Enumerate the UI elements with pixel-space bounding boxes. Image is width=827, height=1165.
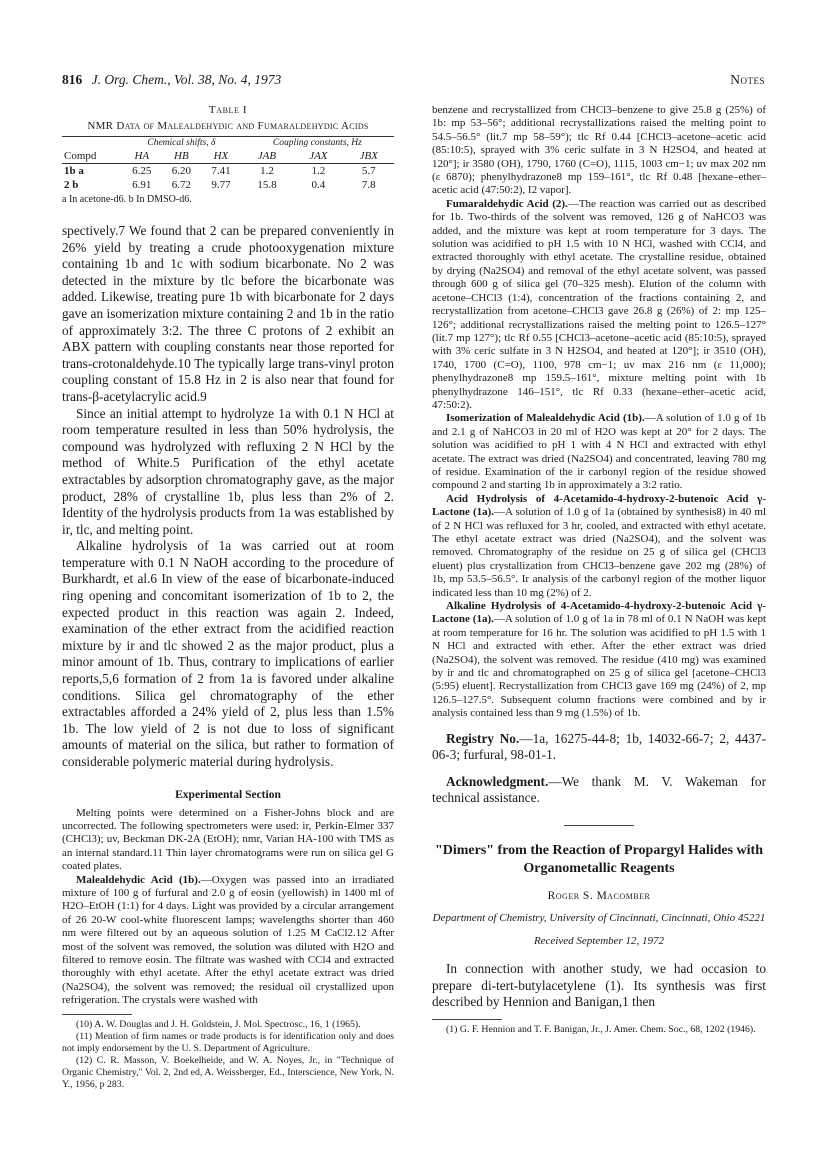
- table-cell: 5.7: [361, 165, 376, 177]
- table-header: JBX: [359, 150, 378, 162]
- section-heading: Experimental Section: [175, 788, 281, 801]
- paragraph-text: —A solution of 1.0 g of 1b and 2.1 g of NaHCO3 in 20 ml of H2O was kept at 20° for 2 days. The solution was acidified to pH 1 with 4 N HCl and extracted with ethyl acetate. The extract was dried (Na2SO4) and concentrated, leaving 780 mg of residue. Examination of the ir carbonyl region of the residue showed compound 2 and starting 1b in approximately a 3:2 ratio.: [432, 412, 766, 492]
- table-cell: 15.8: [257, 179, 277, 191]
- nmr-table: [62, 136, 394, 192]
- article-divider: [564, 825, 634, 826]
- paragraph-text: —A solution of 1.0 g of 1a in 78 ml of 0.1 N NaOH was kept at room temperature for 16 hr. The solution was acidified to pH 1.5 with 1 N HCl and extracted with ether. After the ether extract was dried (Na2SO4), the solvent was removed. The residue (410 mg) was examined by ir and tlc and chromatographed on 25 g of silica gel [acetone–CHCl3 (5:95) eluent]. Recrystallization from CHCl3 gave 169 mg (24%) of 2, mp 126.5–127.5°. Subsequent column fractions were combined and by ir analysis contained less than 9 mg (1.5%) of 1b.: [432, 613, 766, 720]
- body-paragraph: Since an initial attempt to hydrolyze 1a with 0.1 N HCl at room temperature resulted in less than 50% hydrolysis, the compound was hydrolyzed with refluxing 2 N HCl by the method of White.5 Purification of the ethyl acetate extractables by adsorption chromatography gave, as the major product, 28% of crystalline 1b, plus less than 2% of 2. Identity of the hydrolysis products from 1a was established by ir, tlc, and melting point.: [62, 405, 394, 537]
- article-author: Roger S. Macomber: [547, 890, 651, 903]
- paragraph-heading: Fumaraldehydic Acid (2).: [446, 197, 568, 210]
- body-paragraph: In connection with another study, we had occasion to prepare di-tert-butylacetylene (1). Its synthesis was first described by Hennion and Banigan,1 then: [432, 961, 766, 1010]
- experimental-paragraph: benzene and recrystallized from CHCl3–benzene to give 25.8 g (25%) of 1b: mp 53–56°; additional recrystallizations raised the melting point to 54.5–56.5° (lit.7 mp 58–59°); tlc Rf 0.44 [CHCl3–acetone–acetic acid (85:10:5), sprayed with 3% ceric sulfate in 3 N H2SO4, and heated at 120°]; ir 3580 (OH), 1790, 1760 (C=O), 1115, 1003 cm−1; uv max 202 nm (ε 6870); phenylhydrazone8 mp 159–161°, tlc Rf 0.48 [hexane–ether–acetic acid (47:50:2), I2 vapor].: [432, 104, 766, 197]
- article-affiliation: Department of Chemistry, University of Cincinnati, Cincinnati, Ohio 45221: [432, 912, 766, 925]
- paragraph-heading: Malealdehydic Acid (1b).: [76, 873, 201, 886]
- table-cell: 9.77: [211, 179, 231, 191]
- footnote-rule: [62, 1014, 132, 1015]
- table-row: [62, 164, 394, 179]
- footnote: (11) Mention of firm names or trade products is for identification only and does not imply endorsement by the U. S. Department of Agriculture.: [62, 1030, 394, 1054]
- table-header: HB: [174, 150, 189, 162]
- footnote: (10) A. W. Douglas and J. H. Goldstein, J. Mol. Spectrosc., 16, 1 (1965).: [76, 1018, 361, 1030]
- page-header: [62, 72, 765, 92]
- table-cell: 7.8: [361, 179, 376, 191]
- table-cell: 6.20: [171, 165, 191, 177]
- paragraph-text: —A solution of 1.0 g of 1a (obtained by synthesis8) in 40 ml of 2 N HCl was refluxed for 3 hr, cooled, and extracted with ethyl acetate. The ethyl acetate extract was dried (Na2SO4), and the solvent was removed. Chromatography of the residue on 25 g of silica gel (CHCl3 eluent) plus crystallization from CHCl3–benzene gave 202 mg (28%) of 1b, mp 53.5–56.5°. Ir analysis of the carbonyl region of the mother liquor indicated less than 10 mg (2%) of 2.: [432, 506, 766, 599]
- registry-heading: Registry No.: [446, 730, 520, 746]
- experimental-paragraph: [432, 493, 766, 600]
- table-cell: 6.91: [132, 179, 152, 191]
- paragraph-heading: Isomerization of Malealdehydic Acid (1b).: [446, 412, 645, 425]
- experimental-paragraph: [432, 198, 766, 413]
- table-cell: 1.2: [311, 165, 326, 177]
- table-header: JAB: [257, 150, 277, 162]
- table-cell: 2 b: [64, 179, 79, 191]
- table-cell: 0.4: [311, 179, 326, 191]
- table-cell: 6.72: [171, 179, 191, 191]
- registry-numbers: [432, 731, 766, 764]
- article-title: "Dimers" from the Reaction of Propargyl Halides with Organometallic Reagents: [434, 843, 764, 877]
- table-label: Table I: [208, 104, 248, 116]
- table-caption: NMR Data of Malealdehydic and Fumaraldehydic Acids: [87, 120, 369, 132]
- table-header: JAX: [309, 150, 328, 162]
- body-paragraph: spectively.7 We found that 2 can be prepared conveniently in 26% yield by treating a crude photooxygenation mixture containing 1b and 1c with sodium bicarbonate. No 2 was detected in the mixture by tlc before the bicarbonate was added. Likewise, treating pure 1b with bicarbonate for 2 days gave an isomerization mixture containing 2 and 1b in the ratio of approximately 3:2. The three C protons of 2 exhibit an ABX pattern with coupling constants near those reported for trans-crotonaldehyde.10 The typically large trans-vinyl proton coupling constant of 15.8 Hz in 2 is also near that found for trans-β-acetylacrylic acid.9: [62, 223, 394, 404]
- section-label: Notes: [730, 72, 765, 87]
- body-paragraph: Alkaline hydrolysis of 1a was carried out at room temperature with 0.1 N NaOH according to the procedure of Burkhardt, et al.6 In view of the ease of bicarbonate-induced ring opening and concomitant isomerization of 1b to 2, the expected product in this reaction was again 2. Indeed, examination of the ether extract from the acidified reaction mixture by ir and tlc showed 2 as the major product, plus a minor amount of 1b. Thus, contrary to implications of earlier reports,5,6 formation of 2 from 1a is favored under alkaline conditions. Silica gel chromatography of the ether extractables afforded a 24% yield of 2, plus less than 1.5% 1b. The low yield of 2 is not due to loss of significant amounts of material on the silica, but rather to formation of considerable polymeric material during hydrolysis.: [62, 538, 394, 769]
- registry-text: —1a, 16275-44-8; 1b, 14032-66-7; 2, 4437-06-3; furfural, 98-01-1.: [432, 730, 767, 763]
- table-header: HA: [134, 150, 150, 162]
- footnote-rule: [432, 1019, 502, 1020]
- acknowledgment-text: —We thank M. V. Wakeman for technical assistance.: [432, 773, 766, 806]
- table-header: HX: [213, 150, 229, 162]
- experimental-paragraph: [432, 600, 766, 721]
- table-group-shifts: Chemical shifts, δ: [147, 138, 216, 148]
- table-header: Compd: [64, 150, 97, 162]
- acknowledgment-heading: Acknowledgment.: [446, 773, 549, 789]
- experimental-paragraph: Melting points were determined on a Fisher-Johns block and are uncorrected. The following spectrometers were used: ir, Perkin-Elmer 337 (CHCl3); uv, Beckman DK-2A (EtOH); nmr, Varian HA-100 with TMS as an internal standard.11 Thin layer chromatograms were run on silica gel G coated plates.: [62, 806, 394, 873]
- experimental-paragraph: [62, 874, 394, 1008]
- table-cell: 1b a: [64, 165, 84, 177]
- paragraph-heading: Acid Hydrolysis of 4-Acetamido-4-hydroxy-2-butenoic Acid γ-Lactone (1a).: [432, 492, 766, 519]
- footnote: (12) C. R. Masson, V. Boekelheide, and W. A. Noyes, Jr., in "Technique of Organic Chemistry," Vol. 2, 2nd ed, A. Weissberger, Ed., Interscience, New York, N. Y., 1956, p 283.: [62, 1054, 394, 1090]
- article-received-date: Received September 12, 1972: [533, 935, 665, 948]
- journal-citation: J. Org. Chem., Vol. 38, No. 4, 1973: [91, 72, 282, 87]
- table-row: [62, 178, 394, 192]
- acknowledgment: [432, 774, 766, 807]
- experimental-paragraph: [432, 412, 766, 492]
- paragraph-text: —The reaction was carried out as described for 1b. Two-thirds of the solvent was removed, 126 g of NaHCO3 was added, and the mixture was kept at room temperature for 3 days. The solution was acidified to pH 1.5 with 10 N HCl, washed with CCl4, and extracted thoroughly with ethyl acetate. The crystalline residue, obtained by drying (Na2SO4) and removal of the ethyl acetate solvent, was passed through 600 g of silica gel (70–325 mesh). Elution of the column with acetone–CHCl3 (1:4), concentration of the fractions containing 2, and recrystallization from acetone–CHCl3 gave 26.8 g (26%) of 2: mp 125–126°; additional recrystallizations raised the melting point to 126.5–127° (lit.7 mp 127°); tlc Rf 0.55 [CHCl3–acetone–acetic acid (85:10:5), sprayed with 3% ceric sulfate in 3 N H2SO4, and heated at 120°]; ir 3510 (OH), 1740, 1700 (C=O), 1100, 978 cm−1; uv max 216 nm (ε 11,000); phenylhydrazone8 mp 159.5–161°, mixture melting point with 1b phenylhydrazone 146–151°, tlc Rf 0.33 (hexane–ether–acetic acid, 47:50:2).: [432, 197, 766, 411]
- page-number: 816: [62, 72, 83, 87]
- footnote: (1) G. F. Hennion and T. F. Banigan, Jr., J. Amer. Chem. Soc., 68, 1202 (1946).: [446, 1023, 756, 1035]
- right-column: [432, 104, 766, 1036]
- table-cell: 6.25: [132, 165, 152, 177]
- table-cell: 1.2: [260, 165, 274, 177]
- table-group-coupling: Coupling constants, Hz: [272, 138, 362, 148]
- left-column: [62, 104, 394, 1091]
- table-footnote: a In acetone-d6. b In DMSO-d6.: [62, 194, 192, 205]
- paragraph-text: —Oxygen was passed into an irradiated mixture of 100 g of furfural and 2.0 g of eosin (yellowish) in 1400 ml of H2O–EtOH (1:1) for 4 days. Light was provided by a circular arrangement of 26 20-W cool-white fluorescent lamps; wavelengths shorter than 460 nm were filtered out by an aqueous solution of 1.25 M CaCl2.12 After most of the solvent was removed, the solution was diluted with H2O and filtered to remove eosin. The filtrate was washed with CCl4 and extracted thoroughly with ethyl acetate. After the ethyl acetate extract was dried (Na2SO4), the solvent was removed; the residual oil crystallized upon refrigeration. The crystals were washed with: [62, 873, 394, 1007]
- table-cell: 7.41: [211, 165, 231, 177]
- paragraph-heading: Alkaline Hydrolysis of 4-Acetamido-4-hydroxy-2-butenoic Acid γ-Lactone (1a).: [432, 600, 766, 626]
